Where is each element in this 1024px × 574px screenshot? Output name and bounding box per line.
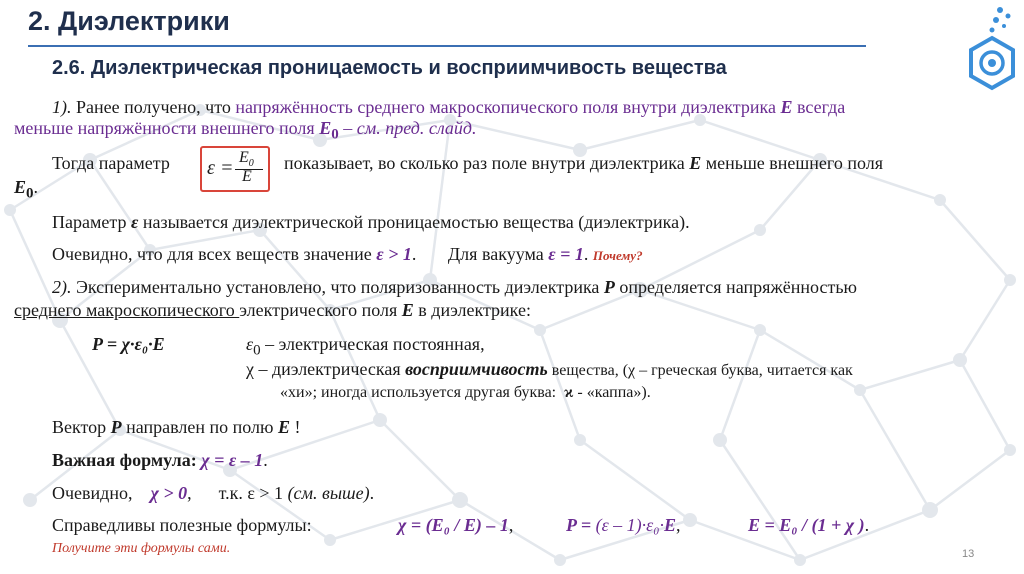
eps0-description: $\varepsilon_0$ – электрическая постоянная, — [246, 334, 485, 359]
exercise-note: Получите эти формулы сами. — [52, 541, 231, 556]
paragraph-1-line-1: 1). Ранее получено, что напряжённость среднего макроскопического поля внутри диэлектрика E всегда — [52, 97, 846, 117]
paragraph-2-post: показывает, во сколько раз поле внутри диэлектрика E меньше внешнего поля — [284, 153, 883, 173]
why-question: Почему? — [592, 248, 643, 263]
chi-description: χ – диэлектрическая восприимчивость вещества, (χ – греческая буква, читается как — [246, 359, 853, 379]
chi-description-line-2: «хи»; иногда используется другая буква: ϰ - «каппа»). — [280, 384, 651, 401]
paragraph-1-line-2: меньше напряжённости внешнего поля $E_0$ – см. пред. слайд. — [14, 118, 477, 143]
important-formula: Важная формула: χ = ε – 1. — [52, 450, 268, 470]
paragraph-9: Очевидно, χ > 0, т.к. ε > 1 (см. выше). — [52, 483, 375, 503]
useful-formula-3: E = E₀ / (1 + χ ). — [748, 515, 870, 535]
paragraph-7: Вектор P направлен по полю E ! — [52, 417, 301, 437]
title-divider — [28, 45, 866, 47]
item-number: 1). — [52, 97, 72, 117]
paragraph-5-line-2: среднего макроскопического электрического поля E в диэлектрике: — [14, 300, 531, 320]
page-number: 13 — [962, 548, 975, 560]
university-logo-icon — [966, 6, 1018, 94]
paragraph-4: Очевидно, что для всех веществ значение ε > 1. Для вакуума ε = 1. Почему? — [52, 244, 643, 264]
epsilon-formula-box: ε = $E_0$ E — [200, 146, 270, 192]
polarization-formula: P = χ·ε₀·E — [92, 334, 165, 354]
paragraph-2-pre: Тогда параметр — [52, 153, 170, 173]
paragraph-5-line-1: 2). Экспериментально установлено, что поляризованность диэлектрика P определяется напряжённостью — [52, 277, 858, 297]
useful-formulas-label: Справедливы полезные формулы: — [52, 515, 312, 535]
kappa-symbol: ϰ — [564, 384, 574, 401]
paragraph-2-line-2: $E_0$. — [14, 177, 39, 202]
useful-formula-2: P = (ε – 1)·ε₀·E, — [566, 515, 681, 535]
useful-formula-1: χ = (E₀ / E) – 1, — [398, 515, 514, 535]
slide-title: 2. Диэлектрики — [28, 6, 230, 36]
slide-subtitle: 2.6. Диэлектрическая проницаемость и восприимчивость вещества — [52, 57, 727, 79]
paragraph-3: Параметр ε называется диэлектрической проницаемостью вещества (диэлектрика). — [52, 212, 690, 232]
